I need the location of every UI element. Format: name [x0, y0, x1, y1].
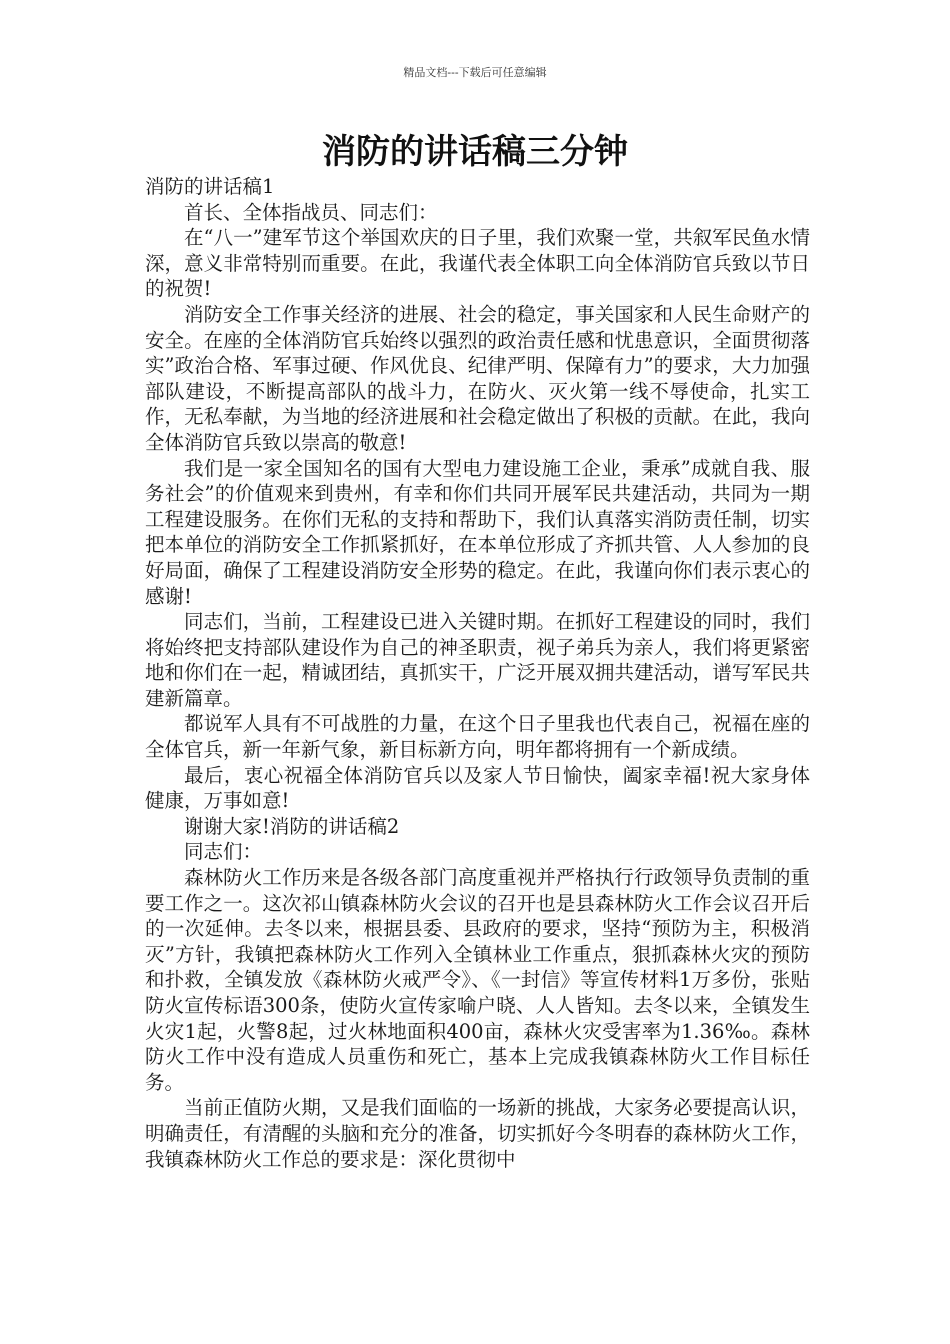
paragraph: 消防安全工作事关经济的进展、社会的稳定，事关国家和人民生命财产的安全。在座的全体消防官兵始终以强烈的政治责任感和忧患意识，全面贯彻落实”政治合格、军事过硬、作风优良、纪律严明、保障有力”的要求，大力加强部队建设，不断提高部队的战斗力，在防火、灭火第一线不辱使命，扎实工作，无私奉献，为当地的经济进展和社会稳定做出了积极的贡献。在此，我向全体消防官兵致以崇高的敬意!	[145, 302, 810, 454]
paragraph: 谢谢大家!消防的讲话稿2	[184, 814, 400, 838]
paragraph: 同志们：	[184, 840, 263, 864]
paragraph: 我们是一家全国知名的国有大型电力建设施工企业，秉承”成就自我、服务社会”的价值观来到贵州，有幸和你们共同开展军民共建活动，共同为一期工程建设服务。在你们无私的支持和帮助下，我们认真落实消防责任制，切实把本单位的消防安全工作抓紧抓好，在本单位形成了齐抓共管、人人参加的良好局面，确保了工程建设消防安全形势的稳定。在此，我谨向你们表示衷心的感谢!	[145, 456, 810, 608]
paragraph: 首长、全体指战员、同志们：	[184, 200, 438, 224]
paragraph: 在“八一”建军节这个举国欢庆的日子里，我们欢聚一堂，共叙军民鱼水情深，意义非常特别而重要。在此，我谨代表全体职工向全体消防官兵致以节日的祝贺!	[145, 226, 810, 301]
paragraph: 消防的讲话稿1	[145, 175, 275, 198]
paragraph: 都说军人具有不可战胜的力量，在这个日子里我也代表自己，祝福在座的全体官兵，新一年新气象，新目标新方向，明年都将拥有一个新成绩。	[145, 712, 810, 762]
paragraph: 同志们，当前，工程建设已进入关键时期。在抓好工程建设的同时，我们将始终把支持部队建设作为自己的神圣职责，视子弟兵为亲人，我们将更紧密地和你们在一起，精诚团结，真抓实干，广泛开展双拥共建活动，谱写军民共建新篇章。	[145, 610, 810, 710]
paragraph: 当前正值防火期，又是我们面临的一场新的挑战，大家务必要提高认识，明确责任，有清醒的头脑和充分的准备，切实抓好今冬明春的森林防火工作，我镇森林防火工作总的要求是：深化贯彻中	[145, 1096, 810, 1171]
header-note: 精品文档---下载后可任意编辑	[403, 66, 547, 79]
paragraph: 森林防火工作历来是各级各部门高度重视并严格执行行政领导负责制的重要工作之一。这次祁山镇森林防火会议的召开也是县森林防火工作会议召开后的一次延伸。去冬以来，根据县委、县政府的要求，坚持“预防为主，积极消灭”方针，我镇把森林防火工作列入全镇林业工作重点，狠抓森林火灾的预防和扑救，全镇发放《森林防火戒严令》、《一封信》等宣传材料1万多份，张贴防火宣传标语300条，使防火宣传家喻户晓、人人皆知。去冬以来，全镇发生火灾1起，火警8起，过火林地面积400亩，森林火灾受害率为1.36‰。森林防火工作中没有造成人员重伤和死亡，基本上完成我镇森林防火工作目标任务。	[145, 866, 810, 1094]
document-title: 消防的讲话稿三分钟	[322, 132, 628, 172]
paragraph: 最后，衷心祝福全体消防官兵以及家人节日愉快，阖家幸福!祝大家身体健康，万事如意!	[145, 763, 810, 813]
document-body	[145, 174, 810, 1172]
